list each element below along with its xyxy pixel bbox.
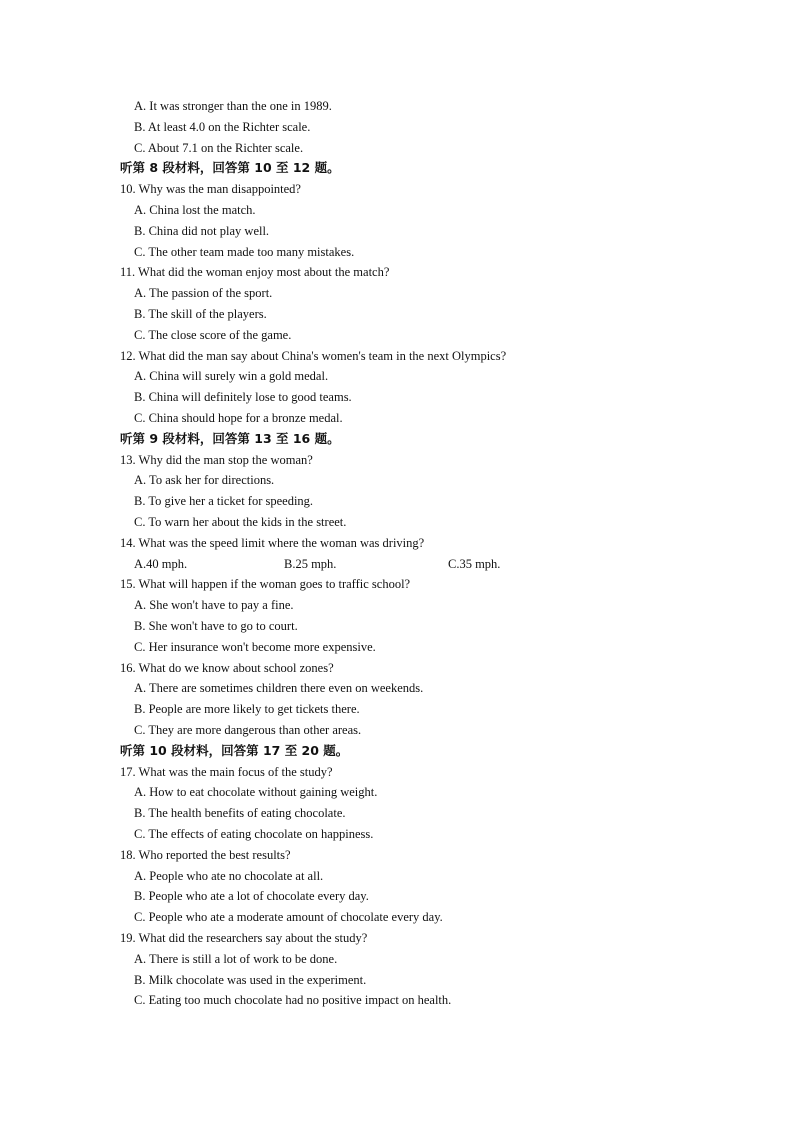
question-text: 15. What will happen if the woman goes to traffic school?	[120, 577, 411, 591]
question-text: 14. What was the speed limit where the woman was driving?	[120, 536, 425, 550]
question-text: 13. Why did the man stop the woman?	[120, 453, 313, 467]
answer-option: C. People who ate a moderate amount of chocolate every day.	[134, 910, 443, 924]
section-heading: 听第 9 段材料，回答第 13 至 16 题。	[120, 431, 340, 446]
answer-option: A. China lost the match.	[134, 203, 256, 217]
question-text: 16. What do we know about school zones?	[120, 661, 334, 675]
question-text: 18. Who reported the best results?	[120, 848, 291, 862]
question-text: 10. Why was the man disappointed?	[120, 182, 301, 196]
answer-option: B. Milk chocolate was used in the experiment.	[134, 973, 367, 987]
section-heading: 听第 8 段材料，回答第 10 至 12 题。	[120, 160, 340, 175]
question-text: 17. What was the main focus of the study?	[120, 765, 333, 779]
answer-option: B. She won't have to go to court.	[134, 619, 298, 633]
answer-option: A. There are sometimes children there even on weekends.	[134, 681, 424, 695]
answer-option: C. China should hope for a bronze medal.	[134, 411, 343, 425]
answer-option: A. China will surely win a gold medal.	[134, 369, 329, 383]
question-text: 12. What did the man say about China's women's team in the next Olympics?	[120, 349, 507, 363]
answer-option: B. China did not play well.	[134, 224, 270, 238]
answer-option: B. At least 4.0 on the Richter scale.	[134, 120, 311, 134]
answer-option: C. The effects of eating chocolate on happiness.	[134, 827, 374, 841]
answer-option: C. Eating too much chocolate had no positive impact on health.	[134, 993, 452, 1007]
answer-option: B. People are more likely to get tickets there.	[134, 702, 360, 716]
answer-option: A. To ask her for directions.	[134, 473, 275, 487]
question-text: 11. What did the woman enjoy most about the match?	[120, 265, 390, 279]
answer-option: A. She won't have to pay a fine.	[134, 598, 294, 612]
answer-option: B. The skill of the players.	[134, 307, 267, 321]
answer-option: B. China will definitely lose to good teams.	[134, 390, 352, 404]
answer-option: C. About 7.1 on the Richter scale.	[134, 141, 304, 155]
answer-option: B. The health benefits of eating chocolate.	[134, 806, 346, 820]
answer-option: C.35 mph.	[448, 557, 501, 571]
answer-option: A. How to eat chocolate without gaining weight.	[134, 785, 378, 799]
answer-option: B. To give her a ticket for speeding.	[134, 494, 314, 508]
answer-option: A. The passion of the sport.	[134, 286, 273, 300]
answer-option: C. The other team made too many mistakes.	[134, 245, 355, 259]
question-text: 19. What did the researchers say about the study?	[120, 931, 368, 945]
answer-option: C. The close score of the game.	[134, 328, 292, 342]
answer-option: A. There is still a lot of work to be done.	[134, 952, 338, 966]
answer-option: B. People who ate a lot of chocolate every day.	[134, 889, 369, 903]
answer-option: C. Her insurance won't become more expensive.	[134, 640, 376, 654]
answer-option: A. It was stronger than the one in 1989.	[134, 99, 332, 113]
answer-option: A. People who ate no chocolate at all.	[134, 869, 324, 883]
answer-option: C. They are more dangerous than other areas.	[134, 723, 362, 737]
answer-option: A.40 mph.	[134, 557, 188, 571]
section-heading: 听第 10 段材料，回答第 17 至 20 题。	[120, 743, 349, 758]
answer-option: C. To warn her about the kids in the street.	[134, 515, 347, 529]
answer-option: B.25 mph.	[284, 557, 337, 571]
